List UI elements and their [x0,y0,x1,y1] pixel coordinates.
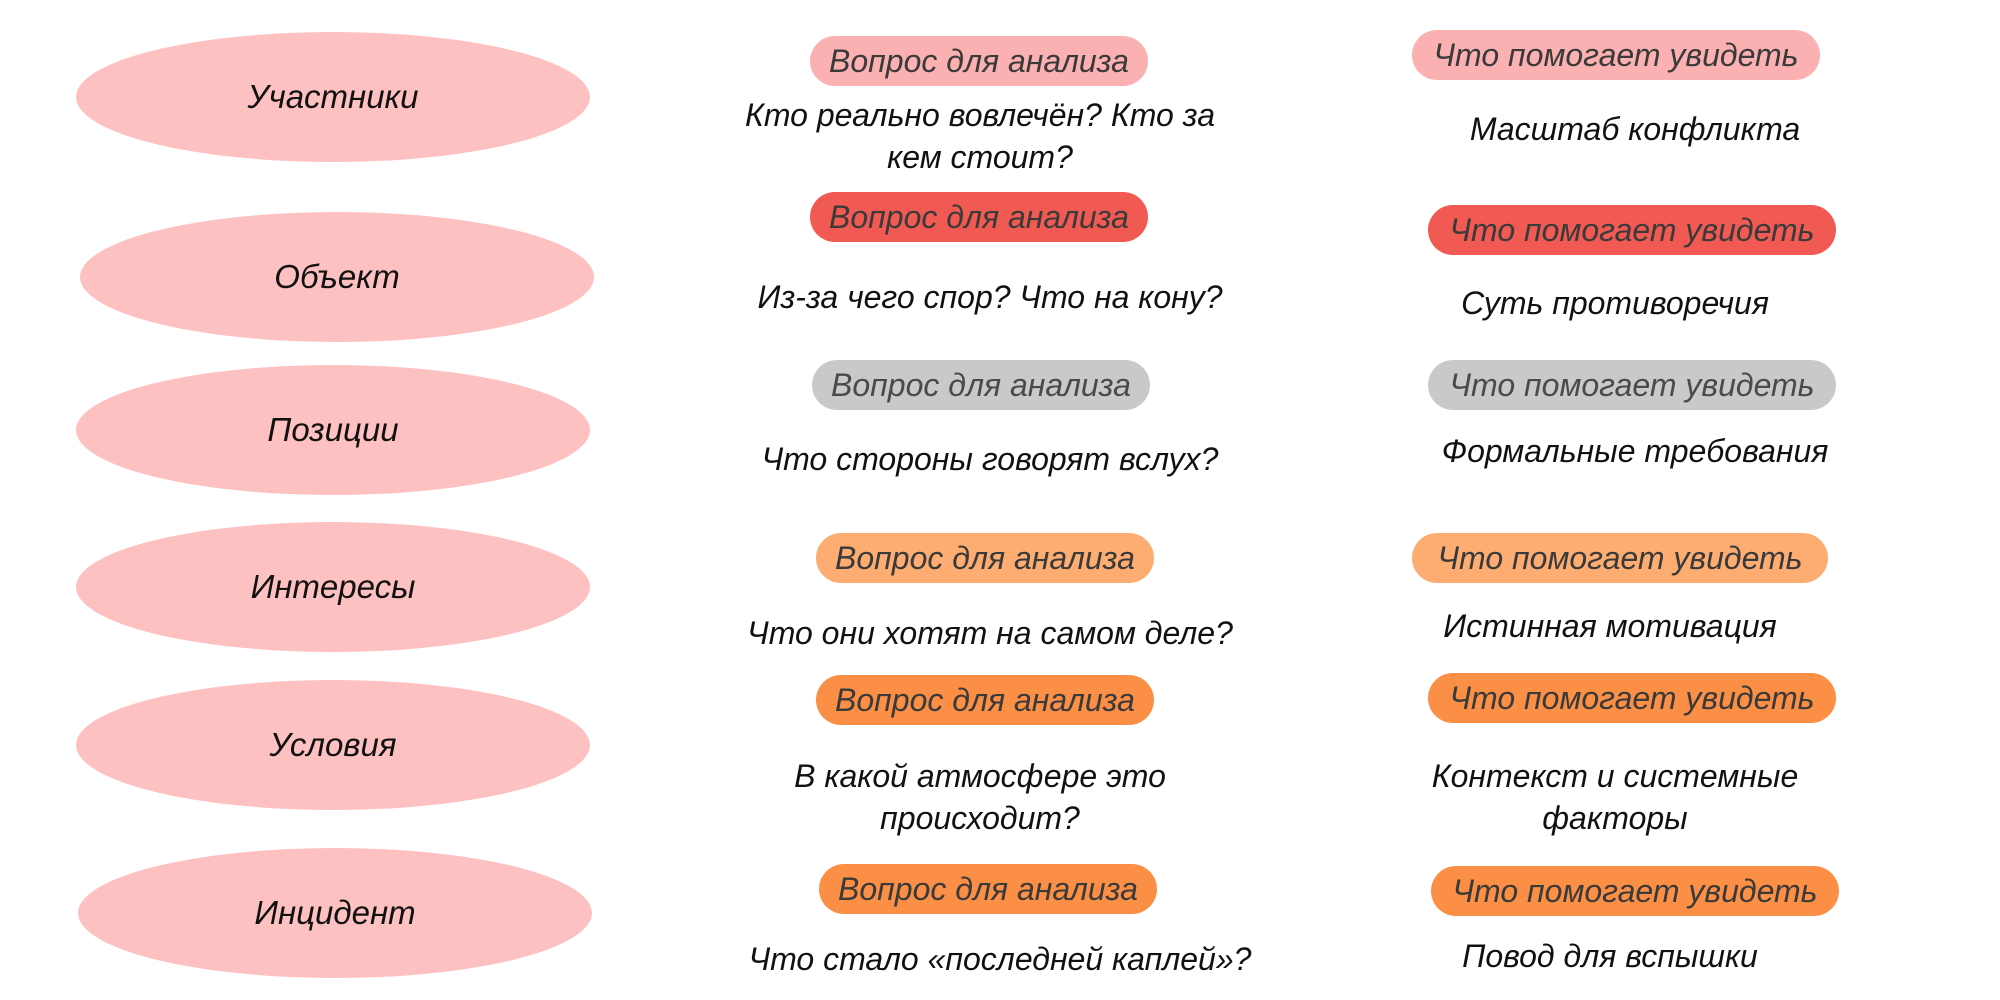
helps-badge: Что помогает увидеть [1428,673,1836,723]
question-text: В какой атмосфере это происходит? [794,758,1166,836]
category-ellipse-interests [76,522,590,652]
category-ellipse-positions [76,365,590,495]
helps-text: Формальные требования [1441,433,1829,469]
category-ellipse-incident [78,848,592,978]
helps-text: Истинная мотивация [1443,608,1777,644]
helps-badge: Что помогает увидеть [1431,866,1839,916]
helps-badge: Что помогает увидеть [1412,533,1828,583]
category-label: Условия [269,726,397,763]
question-badge: Вопрос для анализа [816,533,1154,583]
category-ellipse-participants [76,32,590,162]
question-badge: Вопрос для анализа [810,36,1148,86]
helps-badge: Что помогает увидеть [1412,30,1820,80]
helps-text: Масштаб конфликта [1469,111,1801,147]
question-badge: Вопрос для анализа [812,360,1150,410]
question-badge: Вопрос для анализа [816,675,1154,725]
helps-text: Суть противоречия [1461,285,1769,321]
question-text: Что стороны говорят вслух? [761,441,1219,477]
helps-text: Повод для вспышки [1462,938,1758,974]
category-label: Позиции [267,411,399,448]
question-badge: Вопрос для анализа [819,864,1157,914]
helps-badge: Что помогает увидеть [1428,205,1836,255]
helps-text: Контекст и системные факторы [1431,758,1799,836]
category-label: Участники [247,78,419,115]
category-label: Интересы [250,568,416,605]
question-text: Кто реально вовлечён? Кто за кем стоит? [745,97,1215,175]
question-text: Что стало «последней каплей»? [748,941,1252,977]
question-badge: Вопрос для анализа [810,192,1148,242]
category-ellipse-conditions [76,680,590,810]
category-label: Инцидент [254,894,416,931]
helps-badge: Что помогает увидеть [1428,360,1836,410]
category-label: Объект [274,258,400,295]
question-text: Что они хотят на самом деле? [747,615,1233,651]
question-text: Из-за чего спор? Что на кону? [757,279,1223,315]
category-ellipse-object [80,212,594,342]
